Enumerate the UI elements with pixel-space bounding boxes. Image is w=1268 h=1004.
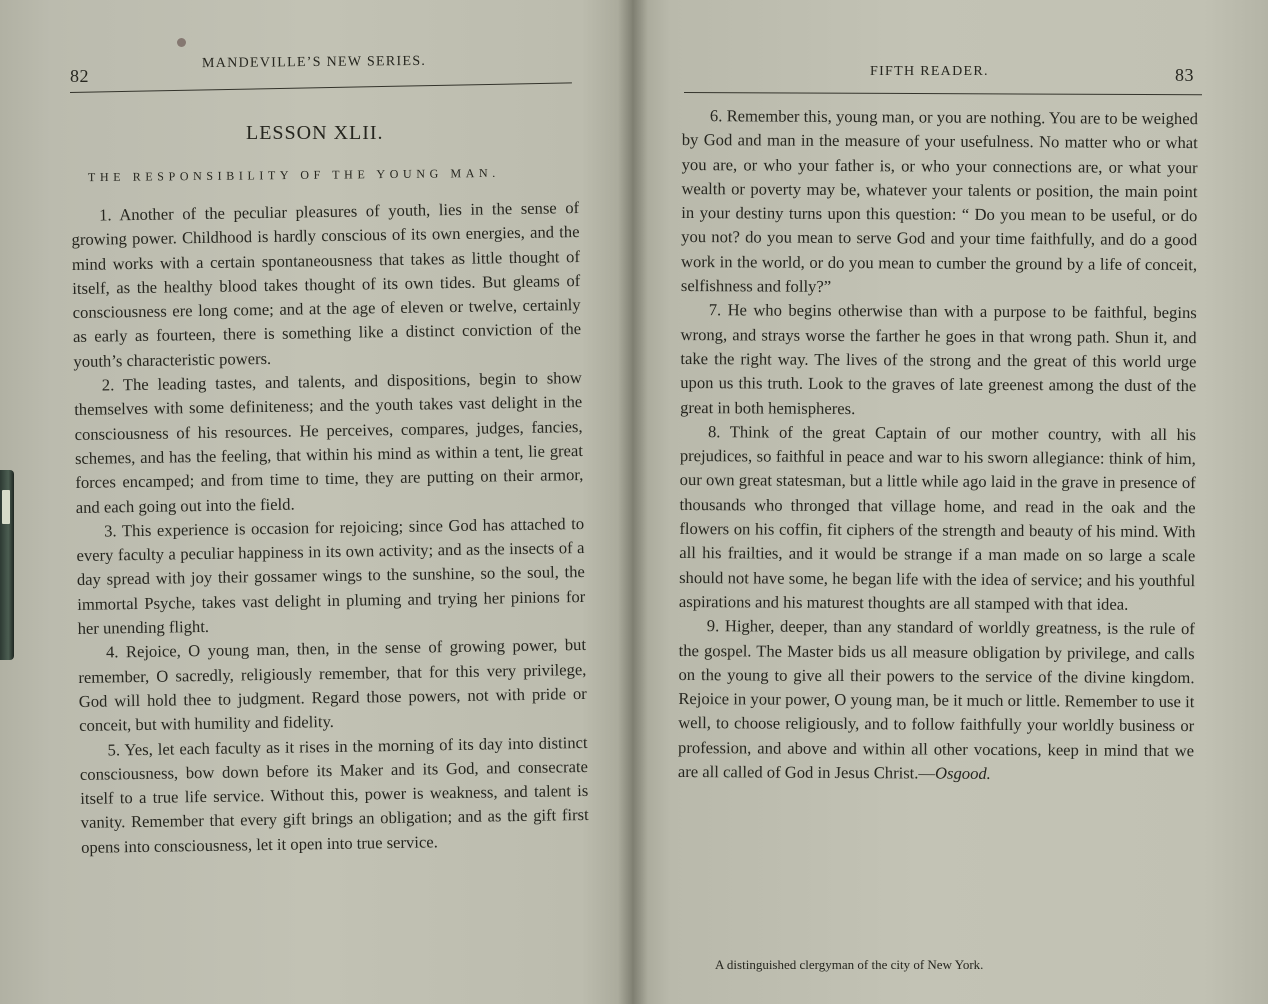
paragraph: 4. Rejoice, O young man, then, in the sense of growing power, but remember, O sacredly, religiously remember, that for this very privilege, God will hold thee to judgment. Regard those powers, not with pride or conceit, but with humility and fidelity.	[78, 635, 587, 736]
left-header-rule	[70, 82, 572, 93]
left-text-column	[71, 196, 589, 860]
right-header-rule	[684, 92, 1202, 95]
right-text-column	[678, 104, 1198, 787]
lesson-subtitle: THE RESPONSIBILITY OF THE YOUNG MAN.	[87, 165, 500, 185]
right-running-head: FIFTH READER.	[870, 64, 989, 79]
left-page	[0, 0, 632, 1004]
paragraph: 2. The leading tastes, and talents, and dispositions, begin to show themselves with some definiteness; and the youth takes vast delight in the consciousness of his resources. He perceives, compares, judges, fancies, schemes, and has the feeling, that within his mind as within a tent, lie great forces encamped; and from time to time, they are putting on their armor, and each going out into the field.	[74, 368, 584, 517]
paragraph-final	[678, 614, 1195, 787]
lesson-title: LESSON XLII.	[246, 122, 384, 144]
left-running-head: MANDEVILLE’S NEW SERIES.	[201, 53, 427, 72]
paragraph: 5. Yes, let each faculty as it rises in the morning of its day into distinct consciousness, bow down before its Maker and its God, and consecrate itself to a true life service. Without this, power is weakness, and talent is vanity. Remember that every gift brings an obligation; and as the gift first opens into consciousness, let it open into true service.	[79, 732, 589, 857]
paragraph: 6. Remember this, young man, or you are nothing. You are to be weighed by God and man in the measure of your usefulness. No matter who or what you are, or who your father is, or who your connections are, or what your wealth or poverty may be, whatever your talents or position, the main point in your destiny turns upon this question: “ Do you mean to be useful, or do you not? do you mean to serve God and your time faithfully, and do a good work in the world, or do you mean to cumber the ground by a life of conceit, selfishness and folly?”	[680, 106, 1198, 296]
book-gutter	[618, 0, 648, 1004]
bookmark-highlight	[2, 490, 10, 524]
page-stain	[177, 38, 186, 47]
paragraph-text: 9. Higher, deeper, than any standard of worldly greatness, is the rule of the gospel. The Master bids us all measure obligation by privilege, and calls on the young to give all their powers to the service of the divine kingdom. Rejoice in your power, O young man, be it much or little. Remember to use it well, to choose religiously, and to follow faithfully your worldly business or profession, and above and within all other vocations, keep in mind that we are all called of God in Jesus Christ.—	[677, 616, 1195, 783]
footnote: A distinguished clergyman of the city of New York.	[715, 957, 984, 972]
paragraph: 8. Think of the great Captain of our mother country, with all his prejudices, so faithful in peace and war to his sworn allegiance: think of him, our own great statesman, but a little while ago laid in the grave in presence of thousands who thronged that village home, and read in the oak and the flowers on his coffin, fit ciphers of the strength and beauty of his mind. With all his frailties, and it would be strange if a man made on so large a scale should not have some, he began life with the idea of service; and his youthful aspirations and his maturest thoughts are all stamped with that idea.	[678, 422, 1197, 614]
author-attribution: Osgood.	[935, 763, 991, 783]
paragraph: 1. Another of the peculiar pleasures of youth, lies in the sense of growing power. Childhood is hardly conscious of its own energies, and the mind works with a certain spontaneousness that takes as little thought of itself, as the healthy blood takes thought of its own tides. But gleams of consciousness ere long come; and at the age of eleven or twelve, certainly as early as fourteen, there is something like a distinct conviction of the youth’s characteristic powers.	[71, 198, 582, 371]
right-page-number: 83	[1175, 65, 1194, 85]
paragraph: 3. This experience is occasion for rejoicing; since God has attached to every faculty a peculiar happiness in its own activity; and as the insects of a day spread with joy their gossamer wings to the sunshine, so the soul, the immortal Psyche, takes vast delight in pluming and trying her pinions for her unending flight.	[76, 513, 586, 638]
left-page-number: 82	[70, 66, 89, 86]
paragraph: 7. He who begins otherwise than with a purpose to be faithful, begins wrong, and strays worse the farther he goes in that wrong path. Shun it, and take the right way. The lives of the strong and the great of this world urge upon us this truth. Look to the graves of late greenest among the dust of the great in both hemispheres.	[680, 300, 1197, 418]
